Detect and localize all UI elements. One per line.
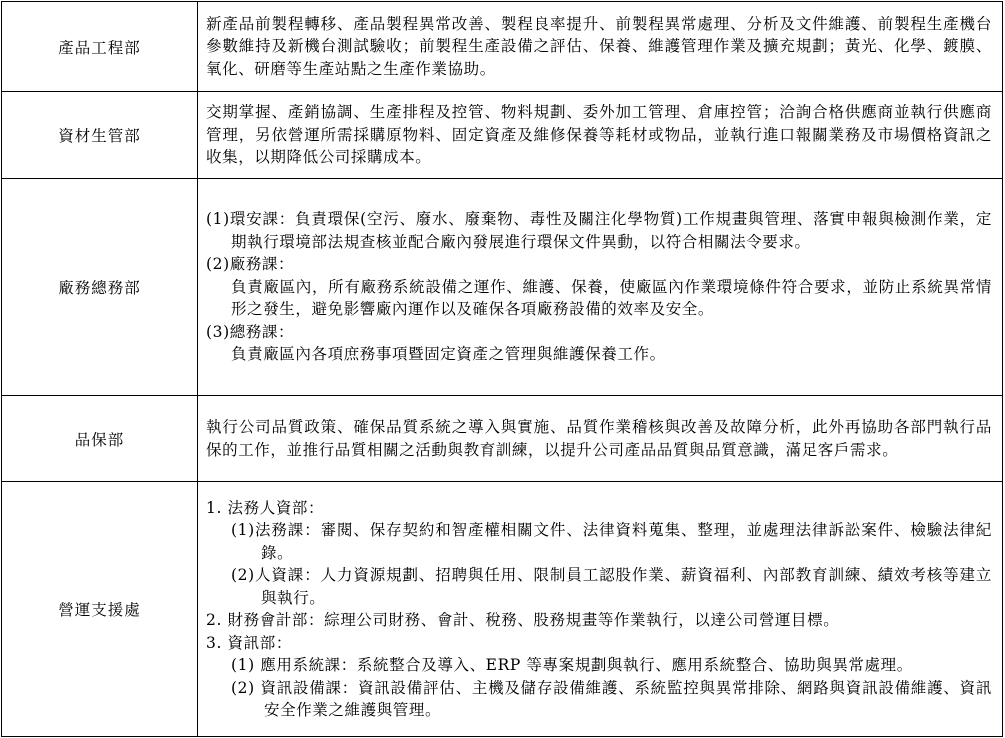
dept-name-cell: 營運支援處	[2, 482, 198, 737]
list-item: (1) 應用系統課：系統整合及導入、ERP 等專案規劃與執行、應用系統整合、協助與異常處理。	[231, 656, 913, 674]
list-item: 負責廠區內各項庶務事項暨固定資產之管理與維護保養工作。	[231, 345, 666, 364]
dept-name-cell: 產品工程部	[2, 2, 198, 92]
list-item: 3. 資訊部：	[206, 633, 292, 652]
table-row	[2, 396, 1003, 482]
dept-description: 執行公司品質政策、確保品質系統之導入與實施、品質作業稽核與改善及故障分析，此外再協助各部門執行品保的工作，並推行品質相關之活動與教育訓練，以提升公司產品品質與品質意識，滿足客戶需求。	[206, 418, 992, 459]
department-responsibility-table	[1, 1, 1003, 737]
dept-name-cell: 資材生管部	[2, 92, 198, 179]
table-row	[2, 2, 1003, 92]
list-item: 負責廠區內，所有廠務系統設備之運作、維護、保養，使廠區內作業環境條件符合要求，並防止系統異常情形之發生，避免影響廠內運作以及確保各項廠務設備的效率及安全。	[231, 277, 992, 319]
dept-description-cell	[198, 179, 1003, 396]
list-item: 2. 財務會計部：綜理公司財務、會計、稅務、股務規畫等作業執行，以達公司營運目標。	[206, 611, 840, 629]
dept-description-cell	[198, 92, 1003, 179]
table-row	[2, 92, 1003, 179]
list-item: (2)人資課：人力資源規劃、招聘與任用、限制員工認股作業、薪資福利、內部教育訓練、績效考核等建立與執行。	[231, 566, 992, 607]
dept-description: 交期掌握、產銷協調、生產排程及控管、物料規劃、委外加工管理、倉庫控管；洽詢合格供應商並執行供應商管理，另依營運所需採購原物料、固定資產及維修保養等耗材或物品，並執行進口報關業務及市場價格資訊之收集，以期降低公司採購成本。	[206, 103, 992, 167]
list-item: 1. 法務人資部：	[206, 498, 325, 517]
list-item: (2)廠務課：	[206, 255, 295, 274]
list-item: (3)總務課：	[206, 322, 295, 341]
list-item: (1)環安課：負責環保(空污、廢水、廢棄物、毒性及關注化學物質)工作規畫與管理、落實申報與檢測作業，定期執行環境部法規查核並配合廠內發展進行環保文件異動，以符合相關法令要求。	[206, 210, 992, 251]
list-item: (1)法務課：審閱、保存契約和智產權相關文件、法律資料蒐集、整理，並處理法律訴訟案件、檢驗法律紀錄。	[231, 521, 992, 562]
dept-description-cell	[198, 396, 1003, 482]
dept-name-cell: 廠務總務部	[2, 179, 198, 396]
dept-description-cell	[198, 2, 1003, 92]
dept-name-cell: 品保部	[2, 396, 198, 482]
dept-description: 新產品前製程轉移、產品製程異常改善、製程良率提升、前製程異常處理、分析及文件維護、前製程生產機台參數維持及新機台測試驗收；前製程生產設備之評估、保養、維護管理作業及擴充規劃；黃光、化學、鍍膜、氧化、研磨等生產站點之生產作業協助。	[206, 14, 992, 78]
list-item: (2) 資訊設備課：資訊設備評估、主機及儲存設備維護、系統監控與異常排除、網路與資訊設備維護、資訊安全作業之維護與管理。	[231, 678, 992, 719]
dept-description-cell	[198, 482, 1003, 737]
table-row	[2, 482, 1003, 737]
table-row	[2, 179, 1003, 396]
